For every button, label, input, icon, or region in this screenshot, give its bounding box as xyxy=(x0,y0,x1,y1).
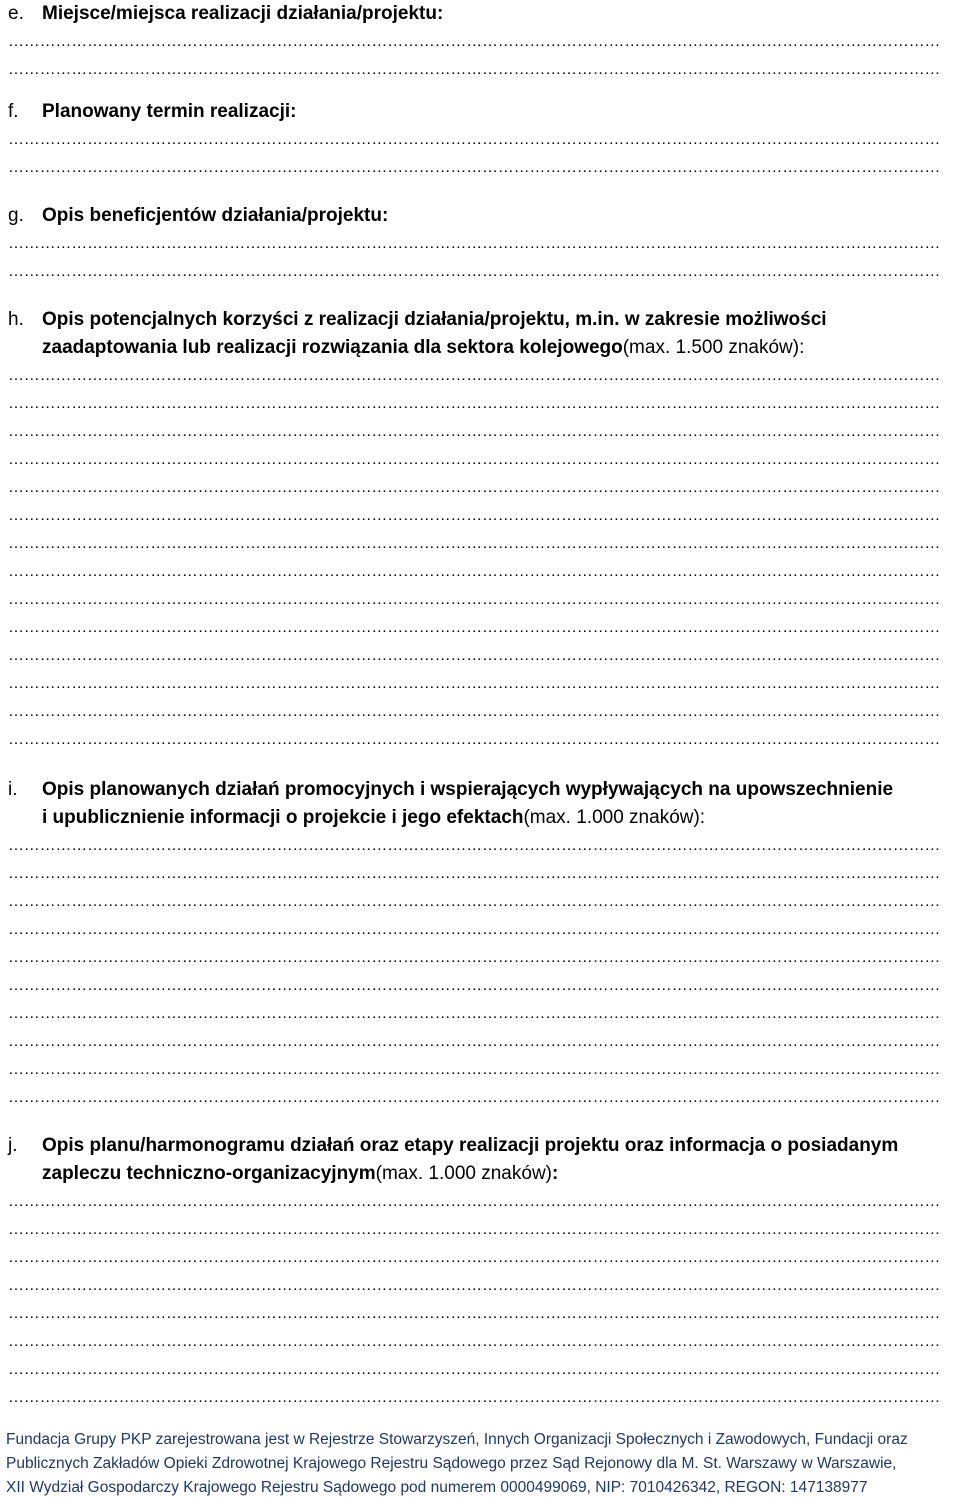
dotted-answer-line[interactable]: …………………………………………………………………………………………………………………………………………………………… xyxy=(8,731,941,748)
dotted-answer-line[interactable]: …………………………………………………………………………………………………………………………………………………………… xyxy=(8,159,941,176)
dotted-answer-line[interactable]: …………………………………………………………………………………………………………………………………………………………… xyxy=(8,1033,941,1050)
dotted-answer-line[interactable]: …………………………………………………………………………………………………………………………………………………………… xyxy=(8,1193,941,1210)
dotted-answer-line[interactable]: …………………………………………………………………………………………………………………………………………………………… xyxy=(8,1089,941,1106)
dotted-answer-line[interactable]: …………………………………………………………………………………………………………………………………………………………… xyxy=(8,395,941,412)
dotted-answer-line[interactable]: …………………………………………………………………………………………………………………………………………………………… xyxy=(8,1305,941,1322)
section-g xyxy=(8,202,958,286)
section-f xyxy=(8,98,958,182)
dotted-answer-line[interactable]: …………………………………………………………………………………………………………………………………………………………… xyxy=(8,949,941,966)
section-j-char-limit: (max. 1.000 znaków) xyxy=(375,1163,552,1184)
section-h-heading-cont xyxy=(8,334,958,362)
section-j-heading xyxy=(8,1132,958,1160)
footer-line-2: Publicznych Zakładów Opieki Zdrowotnej Krajowego Rejestru Sądowego przez Sąd Rejonowy dla M. St. Warszawy w Warszawie, xyxy=(6,1455,897,1472)
section-g-title: Opis beneficjentów działania/projektu: xyxy=(42,205,389,226)
dotted-answer-line[interactable]: …………………………………………………………………………………………………………………………………………………………… xyxy=(8,563,941,580)
section-j-colon: : xyxy=(552,1163,559,1184)
section-j-title-line2: zapleczu techniczno-organizacyjnym xyxy=(42,1163,376,1184)
dotted-answer-line[interactable]: …………………………………………………………………………………………………………………………………………………………… xyxy=(8,647,941,664)
page-footer xyxy=(6,1428,958,1500)
dotted-answer-line[interactable]: …………………………………………………………………………………………………………………………………………………………… xyxy=(8,507,941,524)
dotted-answer-line[interactable]: …………………………………………………………………………………………………………………………………………………………… xyxy=(8,61,941,78)
section-h-char-limit: (max. 1.500 znaków): xyxy=(622,337,805,358)
section-h-letter: h. xyxy=(8,309,24,330)
section-f-title: Planowany termin realizacji: xyxy=(42,101,297,122)
section-i-char-limit: (max. 1.000 znaków): xyxy=(523,807,706,828)
section-g-heading xyxy=(8,202,958,230)
section-e-letter: e. xyxy=(8,3,24,24)
dotted-answer-line[interactable]: …………………………………………………………………………………………………………………………………………………………… xyxy=(8,1221,941,1238)
dotted-answer-line[interactable]: …………………………………………………………………………………………………………………………………………………………… xyxy=(8,423,941,440)
dotted-answer-line[interactable]: …………………………………………………………………………………………………………………………………………………………… xyxy=(8,619,941,636)
section-h-title-line2: zaadaptowania lub realizacji rozwiązania dla sektora kolejowego xyxy=(42,337,623,358)
dotted-answer-line[interactable]: …………………………………………………………………………………………………………………………………………………………… xyxy=(8,921,941,938)
section-e-title: Miejsce/miejsca realizacji działania/projektu: xyxy=(42,3,444,24)
section-f-heading xyxy=(8,98,958,126)
footer-line-3: XII Wydział Gospodarczy Krajowego Rejestru Sądowego pod numerem 0000499069, NIP: 7010426342, REGON: 147138977 xyxy=(6,1479,868,1496)
section-i-title-line2: i upublicznienie informacji o projekcie i jego efektach xyxy=(42,807,524,828)
footer-line-1: Fundacja Grupy PKP zarejestrowana jest w Rejestrze Stowarzyszeń, Innych Organizacji Społecznych i Zawodowych, Fundacji oraz xyxy=(6,1431,908,1448)
dotted-answer-line[interactable]: …………………………………………………………………………………………………………………………………………………………… xyxy=(8,451,941,468)
dotted-answer-line[interactable]: …………………………………………………………………………………………………………………………………………………………… xyxy=(8,893,941,910)
section-i xyxy=(8,776,958,1112)
section-j xyxy=(8,1132,958,1412)
section-h-heading xyxy=(8,306,958,334)
dotted-answer-line[interactable]: …………………………………………………………………………………………………………………………………………………………… xyxy=(8,535,941,552)
section-j-letter: j. xyxy=(8,1135,18,1156)
dotted-answer-line[interactable]: …………………………………………………………………………………………………………………………………………………………… xyxy=(8,977,941,994)
dotted-answer-line[interactable]: …………………………………………………………………………………………………………………………………………………………… xyxy=(8,1361,941,1378)
dotted-answer-line[interactable]: …………………………………………………………………………………………………………………………………………………………… xyxy=(8,1249,941,1266)
section-e xyxy=(8,0,958,84)
section-i-title-line1: Opis planowanych działań promocyjnych i wspierających wypływających na upowszechnienie xyxy=(42,779,894,800)
section-j-title-line1: Opis planu/harmonogramu działań oraz etapy realizacji projektu oraz informacja o posiadanym xyxy=(42,1135,899,1156)
dotted-answer-line[interactable]: …………………………………………………………………………………………………………………………………………………………… xyxy=(8,479,941,496)
section-g-letter: g. xyxy=(8,205,24,226)
dotted-answer-line[interactable]: …………………………………………………………………………………………………………………………………………………………… xyxy=(8,235,941,252)
section-f-letter: f. xyxy=(8,101,19,122)
dotted-answer-line[interactable]: …………………………………………………………………………………………………………………………………………………………… xyxy=(8,837,941,854)
section-i-letter: i. xyxy=(8,779,18,800)
dotted-answer-line[interactable]: …………………………………………………………………………………………………………………………………………………………… xyxy=(8,1061,941,1078)
dotted-answer-line[interactable]: …………………………………………………………………………………………………………………………………………………………… xyxy=(8,675,941,692)
dotted-answer-line[interactable]: …………………………………………………………………………………………………………………………………………………………… xyxy=(8,263,941,280)
dotted-answer-line[interactable]: …………………………………………………………………………………………………………………………………………………………… xyxy=(8,703,941,720)
dotted-answer-line[interactable]: …………………………………………………………………………………………………………………………………………………………… xyxy=(8,1277,941,1294)
dotted-answer-line[interactable]: …………………………………………………………………………………………………………………………………………………………… xyxy=(8,1389,941,1406)
dotted-answer-line[interactable]: …………………………………………………………………………………………………………………………………………………………… xyxy=(8,1333,941,1350)
section-h xyxy=(8,306,958,754)
dotted-answer-line[interactable]: …………………………………………………………………………………………………………………………………………………………… xyxy=(8,367,941,384)
section-j-heading-cont xyxy=(8,1160,958,1188)
section-h-title-line1: Opis potencjalnych korzyści z realizacji działania/projektu, m.in. w zakresie możliwości xyxy=(42,309,827,330)
section-i-heading xyxy=(8,776,958,804)
dotted-answer-line[interactable]: …………………………………………………………………………………………………………………………………………………………… xyxy=(8,865,941,882)
dotted-answer-line[interactable]: …………………………………………………………………………………………………………………………………………………………… xyxy=(8,131,941,148)
dotted-answer-line[interactable]: …………………………………………………………………………………………………………………………………………………………… xyxy=(8,1005,941,1022)
section-e-heading xyxy=(8,0,958,28)
dotted-answer-line[interactable]: …………………………………………………………………………………………………………………………………………………………… xyxy=(8,591,941,608)
section-i-heading-cont xyxy=(8,804,958,832)
dotted-answer-line[interactable]: …………………………………………………………………………………………………………………………………………………………… xyxy=(8,33,941,50)
